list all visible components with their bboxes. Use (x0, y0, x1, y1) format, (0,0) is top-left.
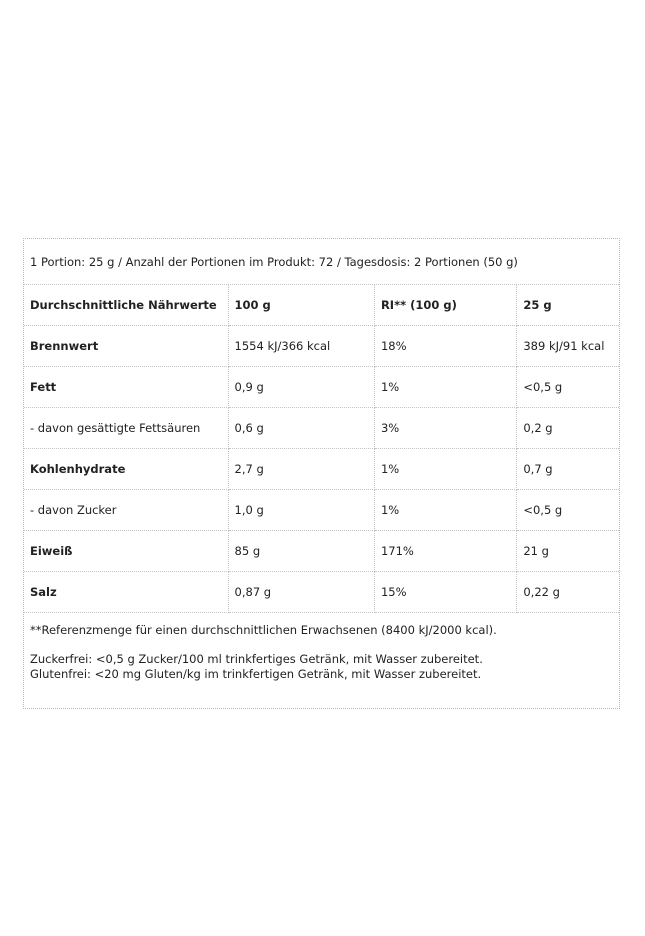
sugar-free-note: Zuckerfrei: <0,5 g Zucker/100 ml trinkfertiges Getränk, mit Wasser zubereitet. (30, 652, 483, 666)
nutrient-name: Salz (24, 572, 229, 613)
value-per-100g: 2,7 g (229, 449, 375, 490)
value-ri: 171% (375, 531, 517, 572)
value-per-100g: 85 g (229, 531, 375, 572)
value-per-25g: 0,7 g (517, 449, 619, 490)
value-per-25g: <0,5 g (517, 490, 619, 531)
table-row-zucker (24, 490, 619, 531)
table-row-brennwert (24, 326, 619, 367)
table-row-eiweiss (24, 531, 619, 572)
value-ri: 1% (375, 490, 517, 531)
value-per-25g: 389 kJ/91 kcal (517, 326, 619, 367)
value-per-25g: 21 g (517, 531, 619, 572)
table-row-kohlenhydrate (24, 449, 619, 490)
footer-row (24, 613, 619, 708)
header-per-25g: 25 g (517, 285, 619, 326)
nutrition-table (23, 238, 620, 709)
table-row-fett (24, 367, 619, 408)
value-per-100g: 1554 kJ/366 kcal (229, 326, 375, 367)
table-row-salz (24, 572, 619, 613)
value-ri: 1% (375, 367, 517, 408)
value-per-100g: 1,0 g (229, 490, 375, 531)
nutrient-name: Brennwert (24, 326, 229, 367)
value-ri: 18% (375, 326, 517, 367)
value-per-25g: 0,2 g (517, 408, 619, 449)
value-ri: 15% (375, 572, 517, 613)
footer-notes (24, 613, 619, 708)
value-per-100g: 0,6 g (229, 408, 375, 449)
header-row (24, 285, 619, 326)
nutrient-name: Kohlenhydrate (24, 449, 229, 490)
header-per-100g: 100 g (229, 285, 375, 326)
value-ri: 1% (375, 449, 517, 490)
value-per-25g: 0,22 g (517, 572, 619, 613)
nutrient-name: - davon gesättigte Fettsäuren (24, 408, 229, 449)
portion-row (24, 239, 619, 285)
nutrient-name: - davon Zucker (24, 490, 229, 531)
value-per-100g: 0,87 g (229, 572, 375, 613)
header-ri: RI** (100 g) (375, 285, 517, 326)
portion-info: 1 Portion: 25 g / Anzahl der Portionen im Produkt: 72 / Tagesdosis: 2 Portionen (50 g) (24, 239, 619, 285)
table-row-gesaettigte-fettsaeuren (24, 408, 619, 449)
value-ri: 3% (375, 408, 517, 449)
nutrient-name: Fett (24, 367, 229, 408)
gluten-free-note: Glutenfrei: <20 mg Gluten/kg im trinkfertigen Getränk, mit Wasser zubereitet. (30, 667, 482, 681)
header-nutrient: Durchschnittliche Nährwerte (24, 285, 229, 326)
value-per-25g: <0,5 g (517, 367, 619, 408)
nutrient-name: Eiweiß (24, 531, 229, 572)
value-per-100g: 0,9 g (229, 367, 375, 408)
reference-note: **Referenzmenge für einen durchschnittlichen Erwachsenen (8400 kJ/2000 kcal). (30, 623, 497, 637)
